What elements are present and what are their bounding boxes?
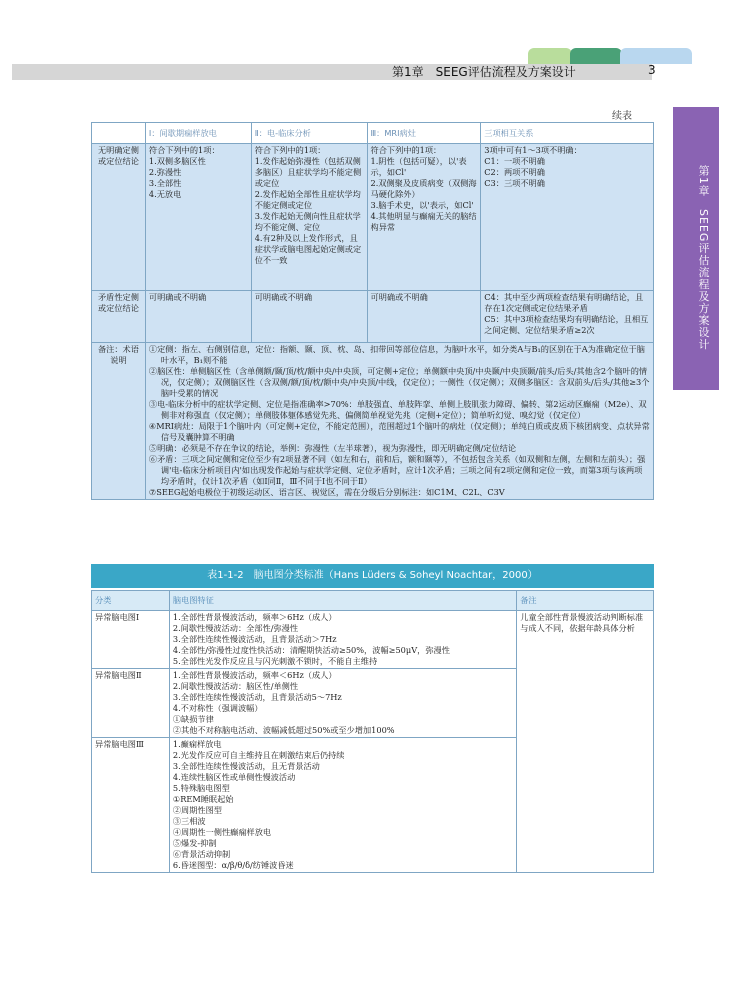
cell-line: C2：两项不明确 [484,167,545,177]
features-cell [169,738,516,873]
table-header-row [92,591,654,611]
note-item: ④MRI病灶：局限于1个脑叶内（可定侧+定位，不能定范围），范围超过1个脑叶的病灶（仅定侧）；单纯白质或皮质下核团病变、点状异常信号及囊肿算不明确 [148,421,650,442]
cell-electroclinical: 可明确或不明确 [251,291,367,343]
cell-line: C3：三项不明确 [484,178,545,188]
cell-line: C5：其中3项检查结果均有明确结论，且相互之间定侧、定位结果矛盾≥2次 [484,314,649,335]
note-item: ⑥矛盾：三项之间定侧和定位至少有2项显著不同（如左和右，前和后，额和颞等），不包括包含关系（如双侧和左侧，左侧和左前头）；强调'电-临床分析项目内'如出现发作起始与症状学定侧、定位矛盾时，应计1次矛盾；三项之间有2项定侧和定位一致，而第3项与该两项均矛盾时，仅计1次矛盾（如Ⅰ同Ⅱ，Ⅲ不同于Ⅰ也不同于Ⅱ） [148,454,646,486]
cell-interictal: 可明确或不明确 [145,291,251,343]
feature-line: 4.全部性/弥漫性过度性快活动：清醒期快活动≥50%，波幅≥50μV，弥漫性 [172,645,450,655]
feature-line: 1.全部性背景慢波活动，频率＜6Hz（成人） [172,670,337,680]
feature-line: ①REM睡眠起始 [172,794,234,804]
category-cell: 异常脑电图Ⅰ [92,611,170,669]
feature-line: 1.癫痫样放电 [172,739,222,749]
feature-line: ⑤爆发-抑制 [172,838,217,848]
remark-cell: 儿童全部性背景慢波活动判断标准与成人不同，依据年龄具体分析 [517,611,654,873]
table-row [92,144,654,291]
category-cell: 异常脑电图Ⅲ [92,738,170,873]
feature-line: ⑥背景活动抑制 [172,849,231,859]
feature-line: 5.特殊脑电图型 [172,783,230,793]
cell-line: 4.有2种及以上发作形式，且症状学或脑电图起始定侧或定位不一致 [254,233,362,265]
feature-line: 4.连续性脑区性或单侧性慢波活动 [172,772,296,782]
cell-line: 符合下列中的1项： [148,145,220,155]
cell-line: 3.发作起始无侧向性且症状学均不能定侧、定位 [254,211,361,232]
cell-line: 1.双侧多脑区性 [148,156,206,166]
header-cell: Ⅲ：MRI病灶 [367,123,481,144]
feature-line: 1.全部性背景慢波活动，频率＞6Hz（成人） [172,612,337,622]
cell-line: 1.阴性（包括可疑），以'表示，如Cl' [370,156,467,177]
feature-line: ④周期性一侧性癫痫样放电 [172,827,272,837]
feature-line: ①缺损节律 [172,714,214,724]
row-label: 无明确定侧或定位结论 [92,144,146,291]
notes-content [145,343,653,500]
cell-line: 符合下列中的1项： [254,145,326,155]
cell-line: 4.其他明显与癫痫无关的脑结构异常 [370,211,477,232]
classification-table-continued [91,122,654,500]
cell-line: 3.全部性 [148,178,182,188]
side-tab-label: 第1章 SEEG评估流程及方案设计 [697,165,710,351]
table-header-row [92,123,654,144]
cell-line: C4：其中至少两项检查结果有明确结论，且存在1次定侧或定位结果矛盾 [484,292,644,313]
note-item: ⑦SEEG起始电极位于初级运动区、语言区、视觉区，需在分级后分别标注：如C1M、C2L、C3V [148,487,505,497]
feature-line: ②周期性图型 [172,805,222,815]
notes-row [92,343,654,500]
feature-line: ③三相波 [172,816,206,826]
cell-interictal [145,144,251,291]
cell-line: 2.发作起始全部性且症状学均不能定侧或定位 [254,189,361,210]
cell-line: 4.无放电 [148,189,182,199]
chapter-title: 第1章 SEEG评估流程及方案设计 [392,65,576,79]
feature-line: 6.昏迷图型：α/β/θ/δ/纺锤波昏迷 [172,860,294,870]
continued-label: 续表 [612,111,632,122]
row-label: 矛盾性定侧或定位结论 [92,291,146,343]
header-cell: Ⅱ：电-临床分析 [251,123,367,144]
cell-line: 2.双侧聚及皮质病变（双侧海马硬化除外） [370,178,477,199]
feature-line: 3.全部性连续性慢波活动，且背景活动5～7Hz [172,692,342,702]
cell-line: 符合下列中的1项： [370,145,442,155]
feature-line: 2.间歇性慢波活动：全部性/弥漫性 [172,623,299,633]
feature-line: ②其他不对称脑电活动、波幅减低超过50%或至少增加100% [172,725,395,735]
note-item: ①定侧：指左、右侧别信息，定位：指额、颞、顶、枕、岛、扣带回等部位信息，为脑叶水平，如分类A与B₁的区别在于A为准确定位于脑叶水平，B₁则不能 [148,344,645,365]
cell-line: 2.弥漫性 [148,167,182,177]
note-item: ②脑区性：单侧脑区性（含单侧额/颞/顶/枕/额中央/中央顶，可定侧+定位；单侧额中央顶/中央颞/中央顶颞/前头/后头/其他含2个脑叶的情况，仅定侧）；双侧脑区性（含双侧/额/顶/枕/额中央/中央顶/中线，仅定位）；一侧性（仅定侧）；双侧多脑区：含双前头/后头/其他≥3个脑叶受累的情况 [148,366,650,398]
cell-line: 3.脑手术史，以'表示，如Cl' [370,200,474,210]
feature-line: 3.全部性连续性慢波活动，且背景活动＞7Hz [172,634,337,644]
header-tab-blue [620,48,692,64]
category-cell: 异常脑电图Ⅱ [92,669,170,738]
cell-relationship [481,291,654,343]
cell-mri: 可明确或不明确 [367,291,481,343]
cell-line: C1：一项不明确 [484,156,545,166]
header-cell: 三项相互关系 [481,123,654,144]
header-cell: 分类 [92,591,170,611]
header-tab-green-light [528,48,572,64]
feature-line: 4.不对称性（强调波幅） [172,703,263,713]
table-row [92,611,654,669]
cell-mri [367,144,481,291]
features-cell [169,669,516,738]
feature-line: 5.全部性光发作反应且与闪光刺激不锁时，不能自主维持 [172,656,378,666]
notes-label: 备注：术语说明 [92,343,146,500]
header-cell: 备注 [517,591,654,611]
table2-title: 表1-1-2 脑电图分类标准（Hans Lüders & Soheyl Noachtar，2000） [91,564,654,588]
header-cell: Ⅰ：间歇期痫样放电 [145,123,251,144]
cell-line: 1.发作起始弥漫性（包括双侧多脑区）且症状学均不能定侧或定位 [254,156,362,188]
header-tab-green-dark [570,48,622,64]
feature-line: 2.间歇性慢波活动：脑区性/单侧性 [172,681,299,691]
cell-line: 3项中可有1～3项不明确： [484,145,582,155]
header-cell: 脑电图特征 [169,591,516,611]
header-cell [92,123,146,144]
cell-electroclinical [251,144,367,291]
table-row [92,291,654,343]
page-number: 3 [648,63,656,77]
note-item: ⑤明确：必须是不存在争议的结论，举例：弥漫性（左半球著），视为弥漫性，即无明确定侧/定位结论 [148,443,517,453]
note-item: ③电-临床分析中的症状学定侧、定位是指准确率>70%：单肢强直、单肢阵挛、单侧上肢肌张力障碍、偏转、第2运动区癫痫（M2e）、双侧非对称强直（仅定侧）；单侧肢体躯体感觉先兆、偏侧简单视觉先兆（定侧+定位）；简单听幻觉、嗅幻觉（仅定位） [148,399,647,420]
eeg-classification-table [91,590,654,873]
feature-line: 2.光发作反应可自主维持且在刺激结束后仍持续 [172,750,345,760]
feature-line: 3.全部性连续性慢波活动，且无背景活动 [172,761,320,771]
features-cell [169,611,516,669]
cell-relationship [481,144,654,291]
